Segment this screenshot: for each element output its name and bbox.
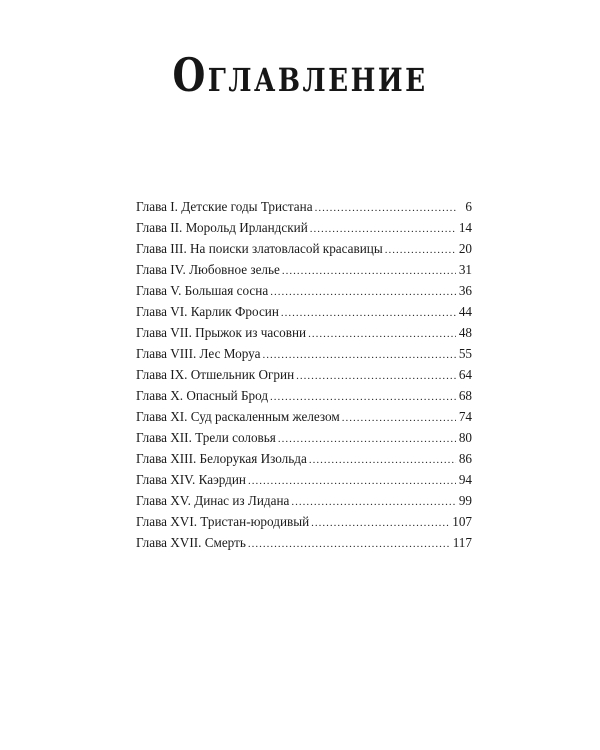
toc-entry-page: 74	[458, 409, 472, 424]
toc-entry	[136, 469, 472, 490]
toc-dot-leader	[248, 469, 456, 492]
toc-entry-page: 36	[458, 283, 472, 298]
toc-entry-title: Глава VIII. Лес Моруа	[136, 346, 261, 361]
toc-entry	[136, 448, 472, 469]
toc-entry-title: Глава VII. Прыжок из часовни	[136, 325, 307, 340]
page-title: Оглавление	[172, 48, 428, 102]
toc-entry-title: Глава I. Детские годы Тристана	[136, 199, 313, 214]
toc-entry-page: 20	[458, 241, 472, 256]
toc-entry-title: Глава III. На поиски златовласой красавицы	[136, 241, 383, 256]
toc-entry-page: 99	[458, 493, 472, 508]
table-of-contents	[136, 196, 472, 553]
toc-entry	[136, 322, 472, 343]
toc-entry-title: Глава II. Морольд Ирландский	[136, 220, 308, 235]
toc-entry	[136, 343, 472, 364]
toc-entry-title: Глава XIV. Каэрдин	[136, 472, 246, 487]
toc-entry-title: Глава IV. Любовное зелье	[136, 262, 280, 277]
toc-dot-leader	[262, 343, 456, 366]
toc-entry	[136, 511, 472, 532]
toc-entry-page: 48	[458, 325, 472, 340]
toc-dot-leader	[385, 238, 456, 261]
toc-entry	[136, 196, 472, 217]
toc-entry-title: Глава XII. Трели соловья	[136, 430, 276, 445]
toc-dot-leader	[282, 259, 456, 282]
toc-dot-leader	[311, 511, 450, 534]
toc-entry-page: 68	[458, 388, 472, 403]
toc-entry-page: 31	[458, 262, 472, 277]
toc-entry	[136, 427, 472, 448]
toc-dot-leader	[308, 322, 456, 345]
toc-entry	[136, 238, 472, 259]
toc-dot-leader	[278, 427, 456, 450]
toc-dot-leader	[281, 301, 456, 324]
toc-entry-title: Глава VI. Карлик Фросин	[136, 304, 279, 319]
toc-entry-page: 86	[458, 451, 472, 466]
toc-dot-leader	[315, 196, 456, 219]
toc-entry	[136, 217, 472, 238]
toc-entry	[136, 532, 472, 553]
toc-dot-leader	[296, 364, 456, 387]
toc-entry	[136, 364, 472, 385]
toc-entry-title: Глава XI. Суд раскаленным железом	[136, 409, 340, 424]
toc-dot-leader	[310, 217, 456, 240]
toc-dot-leader	[270, 385, 456, 408]
toc-entry-page: 117	[452, 535, 472, 550]
toc-entry	[136, 301, 472, 322]
toc-entry	[136, 385, 472, 406]
toc-entry	[136, 490, 472, 511]
toc-dot-leader	[309, 448, 456, 471]
toc-entry-page: 94	[458, 472, 472, 487]
toc-entry-title: Глава X. Опасный Брод	[136, 388, 269, 403]
toc-entry	[136, 280, 472, 301]
toc-dot-leader	[291, 490, 456, 513]
toc-entry-title: Глава IX. Отшельник Огрин	[136, 367, 295, 382]
toc-entry-page: 107	[452, 514, 472, 529]
toc-entry-page: 80	[458, 430, 472, 445]
toc-dot-leader	[248, 532, 451, 555]
toc-entry-page: 6	[465, 199, 472, 214]
toc-entry	[136, 406, 472, 427]
toc-entry-title: Глава XV. Динас из Лидана	[136, 493, 290, 508]
toc-dot-leader	[342, 406, 456, 429]
toc-entry-page: 55	[458, 346, 472, 361]
toc-entry-title: Глава V. Большая сосна	[136, 283, 269, 298]
toc-entry-page: 14	[458, 220, 472, 235]
toc-entry-page: 64	[458, 367, 472, 382]
toc-dot-leader	[270, 280, 456, 303]
toc-entry-page: 44	[458, 304, 472, 319]
toc-entry-title: Глава XVII. Смерть	[136, 535, 246, 550]
toc-entry	[136, 259, 472, 280]
toc-entry-title: Глава XIII. Белорукая Изольда	[136, 451, 307, 466]
toc-entry-title: Глава XVI. Тристан-юродивый	[136, 514, 310, 529]
